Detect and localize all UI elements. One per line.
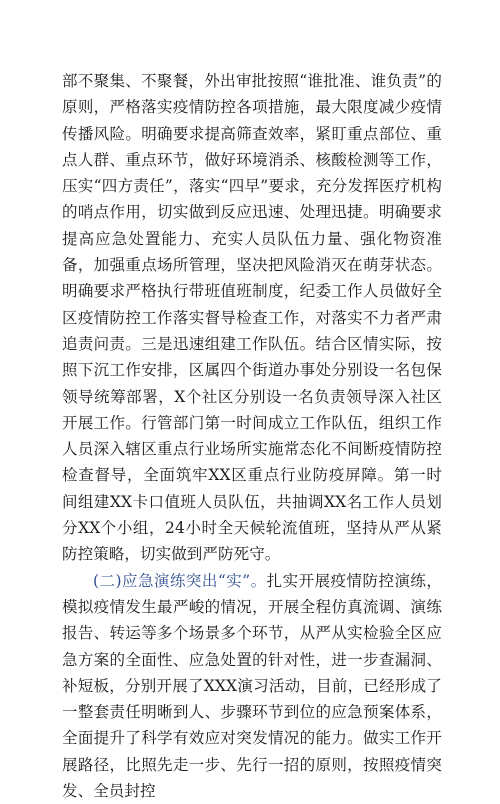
paragraph-2-body: 扎实开展疫情防控演练，模拟疫情发生最严峻的情况，开展全程仿真流调、演练报告、转运等多个场景多个环节，从严从实检验全区应急方案的全面性、应急处置的针对性，进一步查漏洞、补短板，分别开展了XXX演习活动，目前，已经形成了一整套责任明晰到人、步骤环节到位的应急预案体系，全面提升了科学有效应对突发情况的能力。做实工作开展路径，比照先走一步、先行一招的原则，按照疫情突发、全员封控 bbox=[62, 571, 442, 801]
section-heading-2: (二)应急演练突出“实”。 bbox=[93, 571, 267, 590]
paragraph-2 bbox=[62, 568, 442, 804]
paragraph-1: 部不聚集、不聚餐，外出审批按照“谁批准、谁负责”的原则，严格落实疫情防控各项措施，最大限度减少疫情传播风险。明确要求提高筛查效率，紧盯重点部位、重点人群、重点环节，做好环境消杀、核酸检测等工作，压实“四方责任”，落实“四早”要求，充分发挥医疗机构的哨点作用，切实做到反应迅速、处理迅捷。明确要求提高应急处置能力、充实人员队伍力量、强化物资准备，加强重点场所管理，坚决把风险消灭在萌芽状态。明确要求严格执行带班值班制度，纪委工作人员做好全区疫情防控工作落实督导检查工作，对落实不力者严肃追责问责。三是迅速组建工作队伍。结合区情实际，按照下沉工作安排，区属四个街道办事处分别设一名包保领导统筹部署，X个社区分别设一名负责领导深入社区开展工作。行管部门第一时间成立工作队伍，组织工作人员深入辖区重点行业场所实施常态化不间断疫情防控检查督导，全面筑牢XX区重点行业防疫屏障。第一时间组建XX卡口值班人员队伍，共抽调XX名工作人员划分XX个小组，24小时全天候轮流值班，坚持从严从紧防控策略，切实做到严防死守。 bbox=[62, 72, 442, 564]
document-body bbox=[62, 68, 442, 804]
